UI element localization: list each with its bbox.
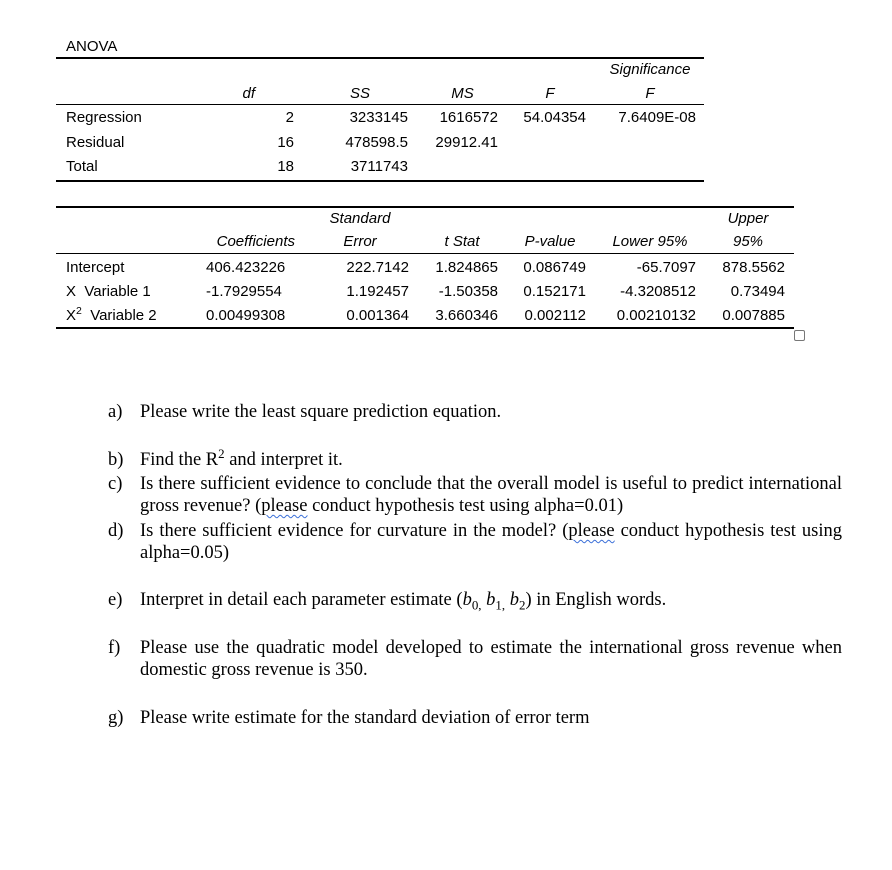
anova-cell-ss: 3233145 (349, 109, 408, 126)
anova-header-significance-f: F (645, 85, 655, 102)
anova-cell-ms: 29912.41 (435, 134, 498, 151)
anova-cell-df: 2 (285, 109, 294, 126)
anova-cell-significance: 7.6409E-08 (618, 109, 696, 126)
coef-cell-pvalue: 0.086749 (523, 259, 586, 276)
coef-cell-upper: 878.5562 (722, 259, 785, 276)
coef-header-standard: Standard (329, 210, 391, 227)
coef-row-label: Intercept (66, 259, 125, 276)
anova-title: ANOVA (66, 38, 118, 55)
coef-cell-upper: 0.007885 (722, 307, 785, 324)
coef-cell-pvalue: 0.002112 (524, 307, 586, 324)
anova-cell-ss: 3711743 (350, 158, 408, 175)
coef-cell-standard-error: 0.001364 (346, 307, 409, 324)
coef-header-error: Error (343, 233, 377, 250)
coef-cell-standard-error: 222.7142 (346, 259, 409, 276)
anova-top-rule (56, 57, 704, 59)
resize-handle-icon[interactable] (794, 330, 805, 341)
anova-bottom-rule (56, 180, 704, 182)
anova-cell-df: 18 (277, 158, 294, 175)
anova-header-df: df (242, 85, 255, 102)
spellcheck-underline: please (568, 521, 615, 541)
coef-cell-lower: -65.7097 (636, 259, 696, 276)
coef-header-rule (56, 253, 794, 254)
coef-cell-tstat: 1.824865 (435, 259, 498, 276)
anova-cell-ms: 1616572 (439, 109, 498, 126)
anova-row-label: Total (66, 158, 98, 175)
coef-row-label: $X^2$ Variable 2 (66, 305, 157, 324)
coef-header-upper: Upper (727, 210, 769, 227)
anova-header-significance: Significance (609, 61, 691, 78)
anova-header-ms: MS (451, 85, 474, 102)
anova-header-ss: SS (349, 85, 370, 102)
coef-header-tstat: t Stat (444, 233, 480, 250)
coef-cell-coefficient: 0.00499308 (206, 307, 286, 324)
coef-cell-pvalue: 0.152171 (523, 283, 586, 300)
coef-header-coefficients: Coefficients (216, 233, 295, 250)
anova-header-rule (56, 104, 704, 105)
anova-cell-ss: 478598.5 (345, 134, 408, 151)
coef-cell-tstat: 3.660346 (435, 307, 498, 324)
coef-cell-standard-error: 1.192457 (346, 283, 409, 300)
anova-cell-df: 16 (277, 134, 294, 151)
anova-row-label: Regression (66, 109, 142, 126)
coef-top-rule (56, 206, 794, 208)
coef-bottom-rule (56, 327, 794, 329)
coef-header-lower: Lower 95% (612, 233, 688, 250)
coef-cell-coefficient: 406.423226 (206, 259, 286, 276)
anova-header-f: F (545, 85, 555, 102)
coef-cell-lower: 0.00210132 (616, 307, 696, 324)
coef-header-pvalue: P-value (524, 233, 576, 250)
spellcheck-underline: please (261, 496, 308, 516)
coef-cell-coefficient: -1.7929554 (206, 283, 282, 300)
coef-cell-lower: -4.3208512 (620, 283, 696, 300)
coef-row-label: X Variable 1 (66, 283, 151, 300)
anova-cell-f: 54.04354 (523, 109, 586, 126)
anova-row-label: Residual (66, 134, 125, 151)
coef-cell-upper: 0.73494 (730, 283, 785, 300)
coef-header-upper-95: 95% (732, 233, 764, 250)
coef-cell-tstat: -1.50358 (438, 283, 498, 300)
